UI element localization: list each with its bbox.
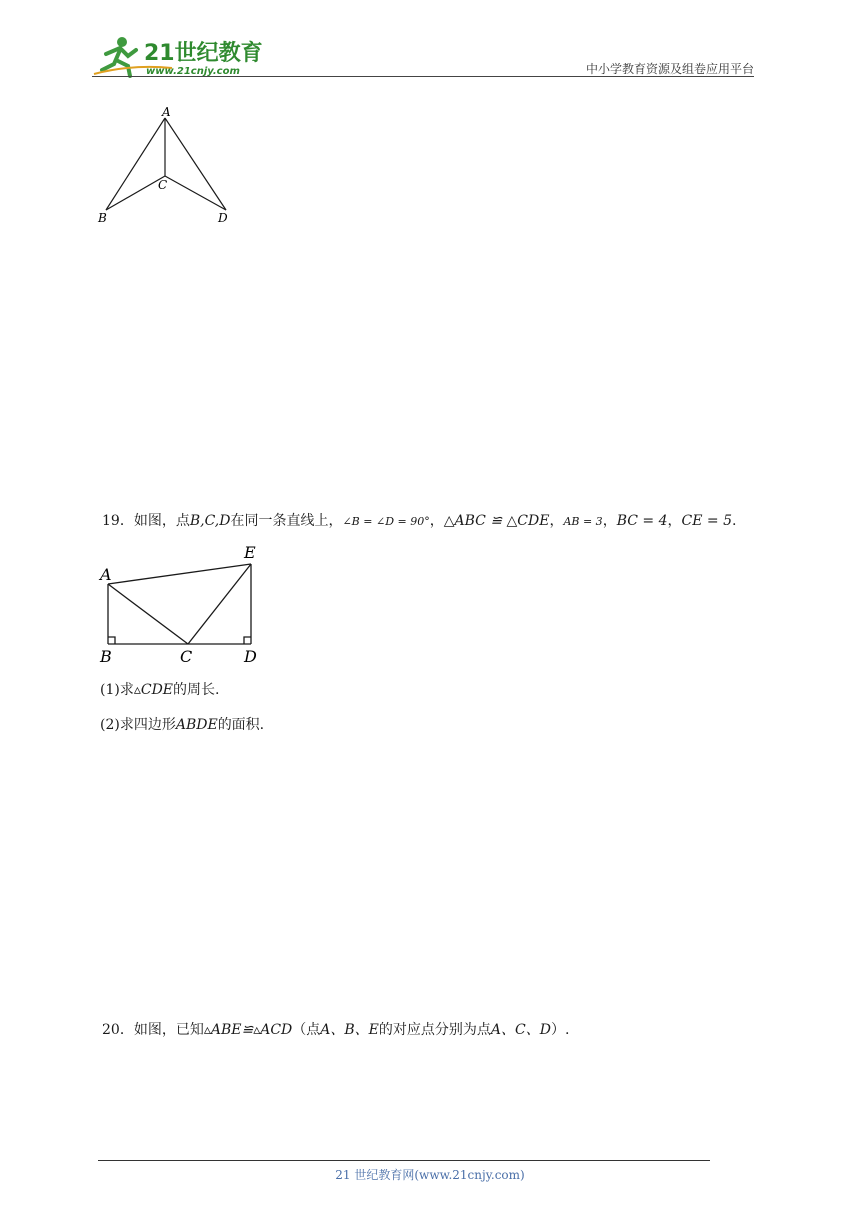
label-b: B xyxy=(98,211,107,225)
segment-bc xyxy=(106,176,168,210)
right-angle-b-mark xyxy=(108,637,115,644)
header-divider xyxy=(92,76,754,77)
site-title: 中小学教育资源及组卷应用平台 xyxy=(585,62,754,76)
label-d: D xyxy=(244,647,257,666)
footer-divider xyxy=(98,1160,710,1161)
problem-number: 19． xyxy=(102,513,134,529)
problem-19-statement: 19．如图，点B,C,D在同一条直线上，∠B = ∠D = 90°，△ABC ≌ △CDE，AB = 3，BC = 4，CE = 5. xyxy=(102,513,737,529)
segment-ac xyxy=(108,584,188,644)
segment-ad xyxy=(165,118,226,210)
figure-18 xyxy=(92,104,242,228)
label-d: D xyxy=(218,211,228,225)
label-a: A xyxy=(100,565,112,584)
congruence-statement: ▵ABE≌▵ACD xyxy=(203,1022,293,1038)
segment-ce xyxy=(188,564,251,644)
label-c: C xyxy=(180,647,193,666)
site-logo xyxy=(92,34,262,78)
label-e: E xyxy=(244,543,256,562)
angle-condition: ∠B = ∠D = 90° xyxy=(342,515,430,528)
problem-number: 20． xyxy=(102,1022,134,1038)
label-c: C xyxy=(158,178,168,192)
given-ce: CE = 5 xyxy=(681,513,732,529)
segment-ae xyxy=(108,564,251,584)
logo-url: www.21cnjy.com xyxy=(146,66,240,77)
problem-20-statement: 20．如图，已知▵ABE≌▵ACD（点A、B、E的对应点分别为点A、C、D）. xyxy=(102,1022,570,1038)
label-b: B xyxy=(100,647,112,666)
congruence-statement: △ABC ≌ △CDE xyxy=(443,513,550,529)
logo-text: 21世纪教育 xyxy=(144,41,262,66)
label-a: A xyxy=(162,105,171,119)
segment-ab xyxy=(106,118,168,210)
problem-19-question-2: (2)求四边形ABDE的面积. xyxy=(100,717,265,733)
given-bc: BC = 4 xyxy=(616,513,668,529)
figure-19 xyxy=(96,540,276,668)
problem-19-question-1: (1)求▵CDE的周长. xyxy=(100,682,220,698)
given-ab: AB = 3 xyxy=(563,515,603,528)
right-angle-d-mark xyxy=(244,637,251,644)
footer-text: 21 世纪教育网(www.21cnjy.com) xyxy=(335,1168,525,1182)
segment-cd xyxy=(165,176,226,210)
